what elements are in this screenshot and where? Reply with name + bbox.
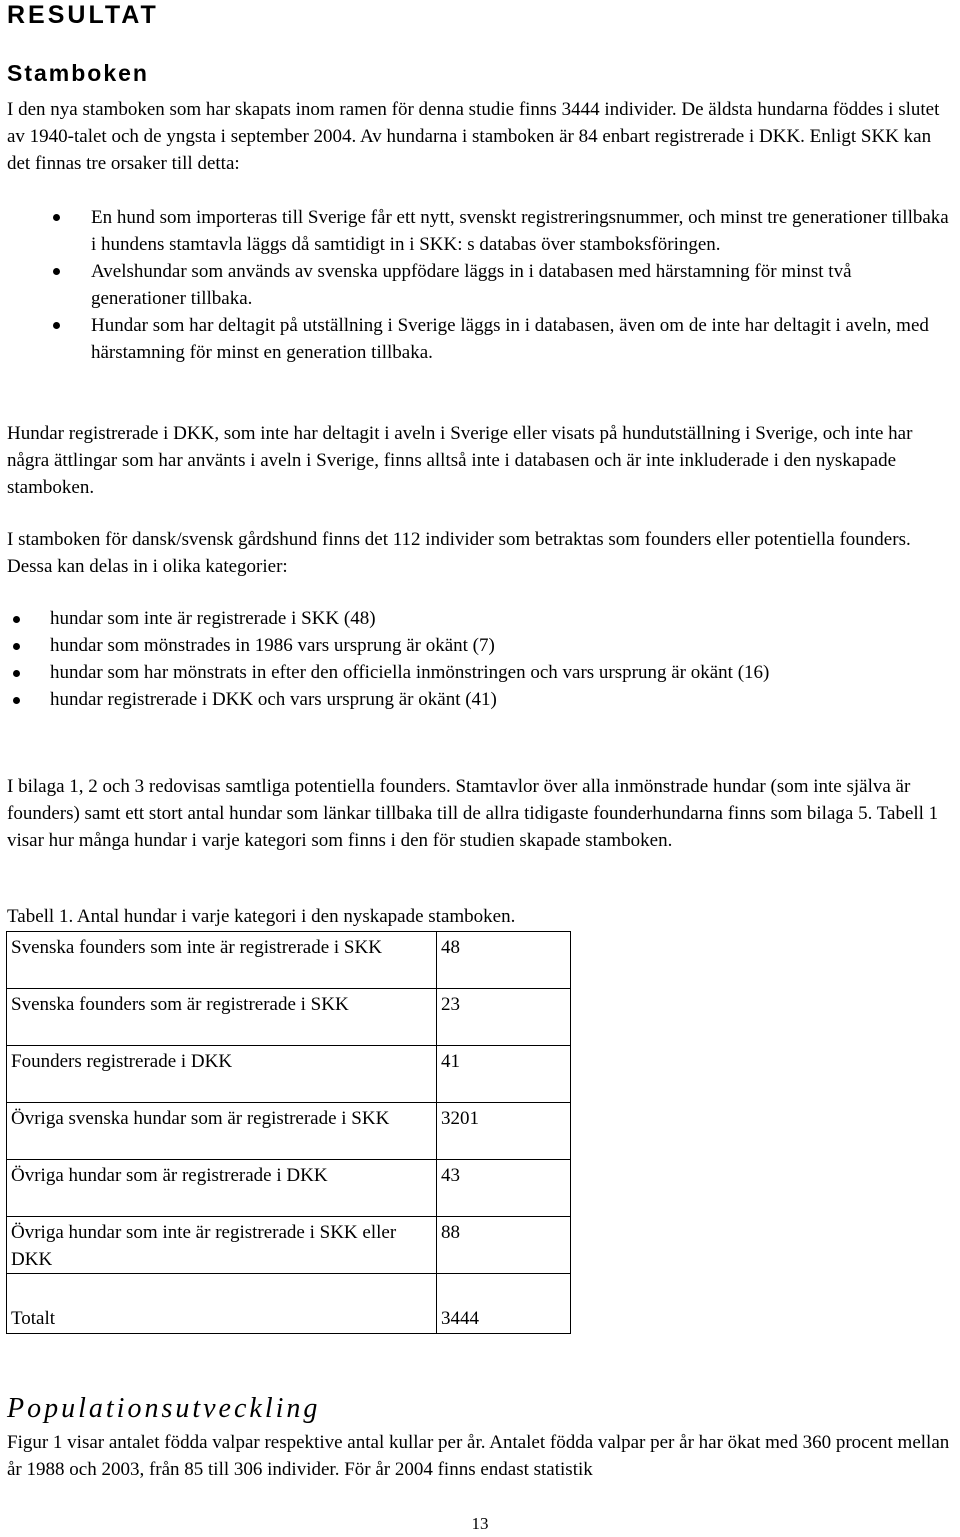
founder-categories-list: [50, 605, 870, 713]
list-item: [50, 605, 870, 632]
table-row: [7, 1217, 571, 1274]
list-item-text: hundar som inte är registrerade i SKK (48): [50, 608, 376, 629]
list-item-text: hundar som mönstrades in 1986 vars ursprung är okänt (7): [50, 635, 495, 656]
table-cell-label: Svenska founders som inte är registrerade i SKK: [7, 932, 437, 989]
table-cell-label: Övriga svenska hundar som är registrerade i SKK: [7, 1103, 437, 1160]
bullet-icon: [13, 643, 20, 650]
category-table: [6, 931, 571, 1334]
list-item-text: hundar som har mönstrats in efter den officiella inmönstringen och vars ursprung är okänt (16): [50, 662, 770, 683]
table-cell-label: Founders registrerade i DKK: [7, 1046, 437, 1103]
list-item: [91, 204, 951, 258]
bullet-icon: [13, 697, 20, 704]
section-title-stamboken: Stamboken: [7, 60, 149, 86]
page-number: 13: [471, 1514, 489, 1533]
list-item-text: Hundar som har deltagit på utställning i Sverige läggs in i databasen, även om de inte har deltagit i aveln, med härstamning för minst en generation tillbaka.: [91, 315, 929, 363]
bullet-icon: [53, 322, 60, 329]
table-cell-value: 23: [437, 989, 571, 1046]
list-item-text: Avelshundar som används av svenska uppfödare läggs in i databasen med härstamning för minst två generationer tillbaka.: [91, 261, 852, 309]
list-item: [50, 659, 870, 686]
bullet-icon: [53, 214, 60, 221]
table-cell-label: Övriga hundar som är registrerade i DKK: [7, 1160, 437, 1217]
table-cell-total-label: Totalt: [7, 1274, 437, 1334]
table-cell-label: Övriga hundar som inte är registrerade i SKK eller DKK: [7, 1217, 437, 1274]
chapter-heading: RESULTAT: [7, 1, 159, 29]
table-cell-value: 48: [437, 932, 571, 989]
list-item-text: hundar registrerade i DKK och vars ursprung är okänt (41): [50, 689, 497, 710]
bullet-icon: [53, 268, 60, 275]
table-row: [7, 989, 571, 1046]
bullet-icon: [13, 670, 20, 677]
list-item: [91, 258, 951, 312]
list-item-text: En hund som importeras till Sverige får ett nytt, svenskt registreringsnummer, och minst tre generationer tillbaka i hundens stamtavla läggs då samtidigt in i SKK: s databas över stamboksföringen.: [91, 207, 949, 255]
list-item: [50, 632, 870, 659]
list-item: [91, 312, 951, 366]
table-cell-value: 43: [437, 1160, 571, 1217]
table-caption: Tabell 1. Antal hundar i varje kategori i den nyskapade stamboken.: [7, 906, 516, 927]
table-row: [7, 1046, 571, 1103]
table-row-total: [7, 1274, 571, 1334]
table-row: [7, 1160, 571, 1217]
table-cell-total-value: 3444: [437, 1274, 571, 1334]
table-row: [7, 1103, 571, 1160]
list-item: [50, 686, 870, 713]
paragraph-figur: Figur 1 visar antalet födda valpar respektive antal kullar per år. Antalet födda valpar per år har ökat med 360 procent mellan år 1988 och 2003, från 85 till 306 individer. För år 2004 finns endast statistik: [7, 1432, 950, 1480]
paragraph-bilaga: I bilaga 1, 2 och 3 redovisas samtliga potentiella founders. Stamtavlor över alla inmönstrade hundar (som inte själva är founders) samt ett stort antal hundar som länkar tillbaka till de allra tidigaste founderhundarna finns som bilaga 5. Tabell 1 visar hur många hundar i varje kategori som finns i den för studien skapade stamboken.: [7, 776, 939, 851]
paragraph-intro: I den nya stamboken som har skapats inom ramen för denna studie finns 3444 individer. De äldsta hundarna föddes i slutet av 1940-talet och de yngsta i september 2004. Av hundarna i stamboken är 84 enbart registrerade i DKK. Enligt SKK kan det finnas tre orsaker till detta:: [7, 99, 940, 174]
section-title-populationsutveckling: Populationsutveckling: [7, 1393, 321, 1424]
table-cell-value: 88: [437, 1217, 571, 1274]
table-cell-value: 41: [437, 1046, 571, 1103]
paragraph-founders: I stamboken för dansk/svensk gårdshund finns det 112 individer som betraktas som founders eller potentiella founders. Dessa kan delas in i olika kategorier:: [7, 529, 911, 577]
table-cell-value: 3201: [437, 1103, 571, 1160]
table-row: [7, 932, 571, 989]
bullet-icon: [13, 616, 20, 623]
table-cell-label: Svenska founders som är registrerade i SKK: [7, 989, 437, 1046]
reasons-list: [91, 204, 951, 366]
paragraph-dkk: Hundar registrerade i DKK, som inte har deltagit i aveln i Sverige eller visats på hundutställning i Sverige, och inte har några ättlingar som har använts i aveln i Sverige, finns alltså inte i databasen och är inte inkluderade i den nyskapade stamboken.: [7, 423, 913, 498]
